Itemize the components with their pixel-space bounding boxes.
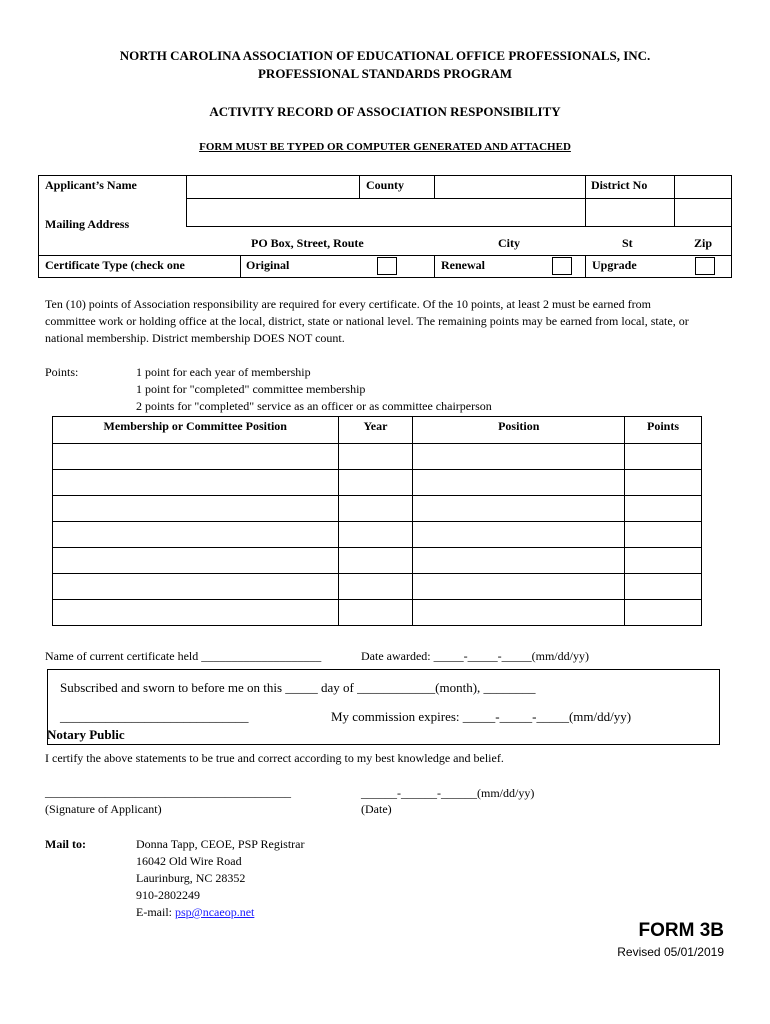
commission-expires[interactable]: My commission expires: _____-_____-_____(mm/dd/yy) — [331, 709, 632, 724]
table-cell[interactable] — [53, 574, 339, 600]
column-header: Year — [338, 417, 413, 444]
org-title: NORTH CAROLINA ASSOCIATION OF EDUCATIONAL OFFICE PROFESSIONALS, INC. — [119, 48, 651, 63]
mail-street: 16042 Old Wire Road — [136, 854, 242, 868]
table-cell[interactable] — [338, 496, 413, 522]
applicant-info-grid — [38, 175, 732, 278]
county-label: County — [366, 178, 405, 192]
table-row — [53, 444, 702, 470]
email-link[interactable]: psp@ncaeop.net — [175, 905, 255, 919]
table-row — [53, 548, 702, 574]
table-cell[interactable] — [53, 444, 339, 470]
state-field[interactable] — [586, 199, 674, 226]
original-label: Original — [246, 258, 290, 272]
upgrade-checkbox[interactable] — [695, 257, 715, 275]
table-cell[interactable] — [625, 574, 702, 600]
table-cell[interactable] — [53, 600, 339, 626]
certify-statement: I certify the above statements to be true and correct according to my best knowledge and belief. — [45, 751, 504, 765]
form-instruction: FORM MUST BE TYPED OR COMPUTER GENERATED AND ATTACHED — [199, 141, 571, 153]
activity-table — [52, 416, 702, 626]
points-item: 1 point for "completed" committee membership — [136, 382, 366, 396]
notary-public-label: Notary Public — [47, 727, 125, 742]
table-cell[interactable] — [625, 548, 702, 574]
table-cell[interactable] — [625, 470, 702, 496]
mail-phone: 910-2802249 — [136, 888, 200, 902]
original-checkbox[interactable] — [377, 257, 397, 275]
program-title: PROFESSIONAL STANDARDS PROGRAM — [257, 66, 512, 81]
mailing-address-label: Mailing Address — [45, 217, 130, 231]
mailing-address-field[interactable] — [187, 199, 585, 226]
current-certificate-field[interactable]: Name of current certificate held ____________________ — [45, 649, 322, 663]
renewal-checkbox[interactable] — [552, 257, 572, 275]
column-header: Points — [625, 417, 702, 444]
renewal-label: Renewal — [441, 258, 485, 272]
mail-to-label: Mail to: — [45, 837, 86, 851]
sworn-statement: Subscribed and sworn to before me on this _____ day of ____________(month), ________ — [60, 680, 536, 695]
mail-name: Donna Tapp, CEOE, PSP Registrar — [136, 837, 305, 851]
page-title: ACTIVITY RECORD OF ASSOCIATION RESPONSIBILITY — [209, 104, 561, 119]
mail-email-row — [136, 905, 254, 920]
table-cell[interactable] — [338, 548, 413, 574]
table-row — [53, 600, 702, 626]
table-cell[interactable] — [625, 496, 702, 522]
table-cell[interactable] — [413, 496, 625, 522]
mail-city: Laurinburg, NC 28352 — [136, 871, 246, 885]
intro-line-1: Ten (10) points of Association responsibility are required for every certificate. Of the 10 points, at least 2 must be earned from — [45, 297, 651, 311]
table-cell[interactable] — [338, 522, 413, 548]
table-cell[interactable] — [413, 444, 625, 470]
column-header: Membership or Committee Position — [53, 417, 339, 444]
table-cell[interactable] — [625, 522, 702, 548]
table-cell[interactable] — [413, 548, 625, 574]
intro-line-2: committee work or holding office at the local, district, state or national level. The remaining points may be earned from local, state, or — [45, 314, 689, 328]
applicant-name-label: Applicant’s Name — [45, 178, 137, 192]
table-cell[interactable] — [413, 600, 625, 626]
table-header-row — [53, 417, 702, 444]
city-label: City — [498, 236, 520, 250]
state-label: St — [622, 236, 633, 250]
date-awarded-field[interactable]: Date awarded: _____-_____-_____(mm/dd/yy) — [361, 649, 589, 663]
zip-field[interactable] — [675, 199, 731, 226]
column-header: Position — [413, 417, 625, 444]
points-label: Points: — [45, 365, 79, 379]
signature-label: (Signature of Applicant) — [45, 802, 162, 816]
email-prefix: E-mail: — [136, 905, 175, 919]
notary-box — [47, 669, 720, 745]
intro-line-3: national membership. District membership DOES NOT count. — [45, 331, 345, 345]
notary-signature-line[interactable]: _____________________________ — [60, 709, 249, 724]
table-cell[interactable] — [625, 600, 702, 626]
signature-date-label: (Date) — [361, 802, 392, 816]
upgrade-label: Upgrade — [592, 258, 637, 272]
points-item: 2 points for "completed" service as an officer or as committee chairperson — [136, 399, 492, 413]
table-cell[interactable] — [338, 600, 413, 626]
district-no-field[interactable] — [675, 176, 731, 198]
table-cell[interactable] — [53, 496, 339, 522]
table-cell[interactable] — [413, 470, 625, 496]
table-cell[interactable] — [413, 574, 625, 600]
county-field[interactable] — [435, 176, 585, 198]
points-item: 1 point for each year of membership — [136, 365, 311, 379]
form-number: FORM 3B — [638, 920, 724, 941]
table-cell[interactable] — [413, 522, 625, 548]
district-no-label: District No — [591, 178, 648, 192]
table-row — [53, 522, 702, 548]
applicant-name-field[interactable] — [187, 176, 359, 198]
certificate-type-label: Certificate Type (check one — [45, 258, 185, 272]
table-row — [53, 496, 702, 522]
table-row — [53, 470, 702, 496]
table-cell[interactable] — [53, 470, 339, 496]
signature-line[interactable]: _________________________________________ — [45, 785, 291, 799]
table-cell[interactable] — [53, 548, 339, 574]
po-box-label: PO Box, Street, Route — [251, 236, 364, 250]
signature-date-line[interactable]: ______-______-______(mm/dd/yy) — [361, 786, 535, 800]
table-cell[interactable] — [53, 522, 339, 548]
revised-date: Revised 05/01/2019 — [617, 945, 724, 959]
zip-label: Zip — [694, 236, 713, 250]
table-cell[interactable] — [625, 444, 702, 470]
table-row — [53, 574, 702, 600]
table-cell[interactable] — [338, 574, 413, 600]
table-cell[interactable] — [338, 470, 413, 496]
table-cell[interactable] — [338, 444, 413, 470]
